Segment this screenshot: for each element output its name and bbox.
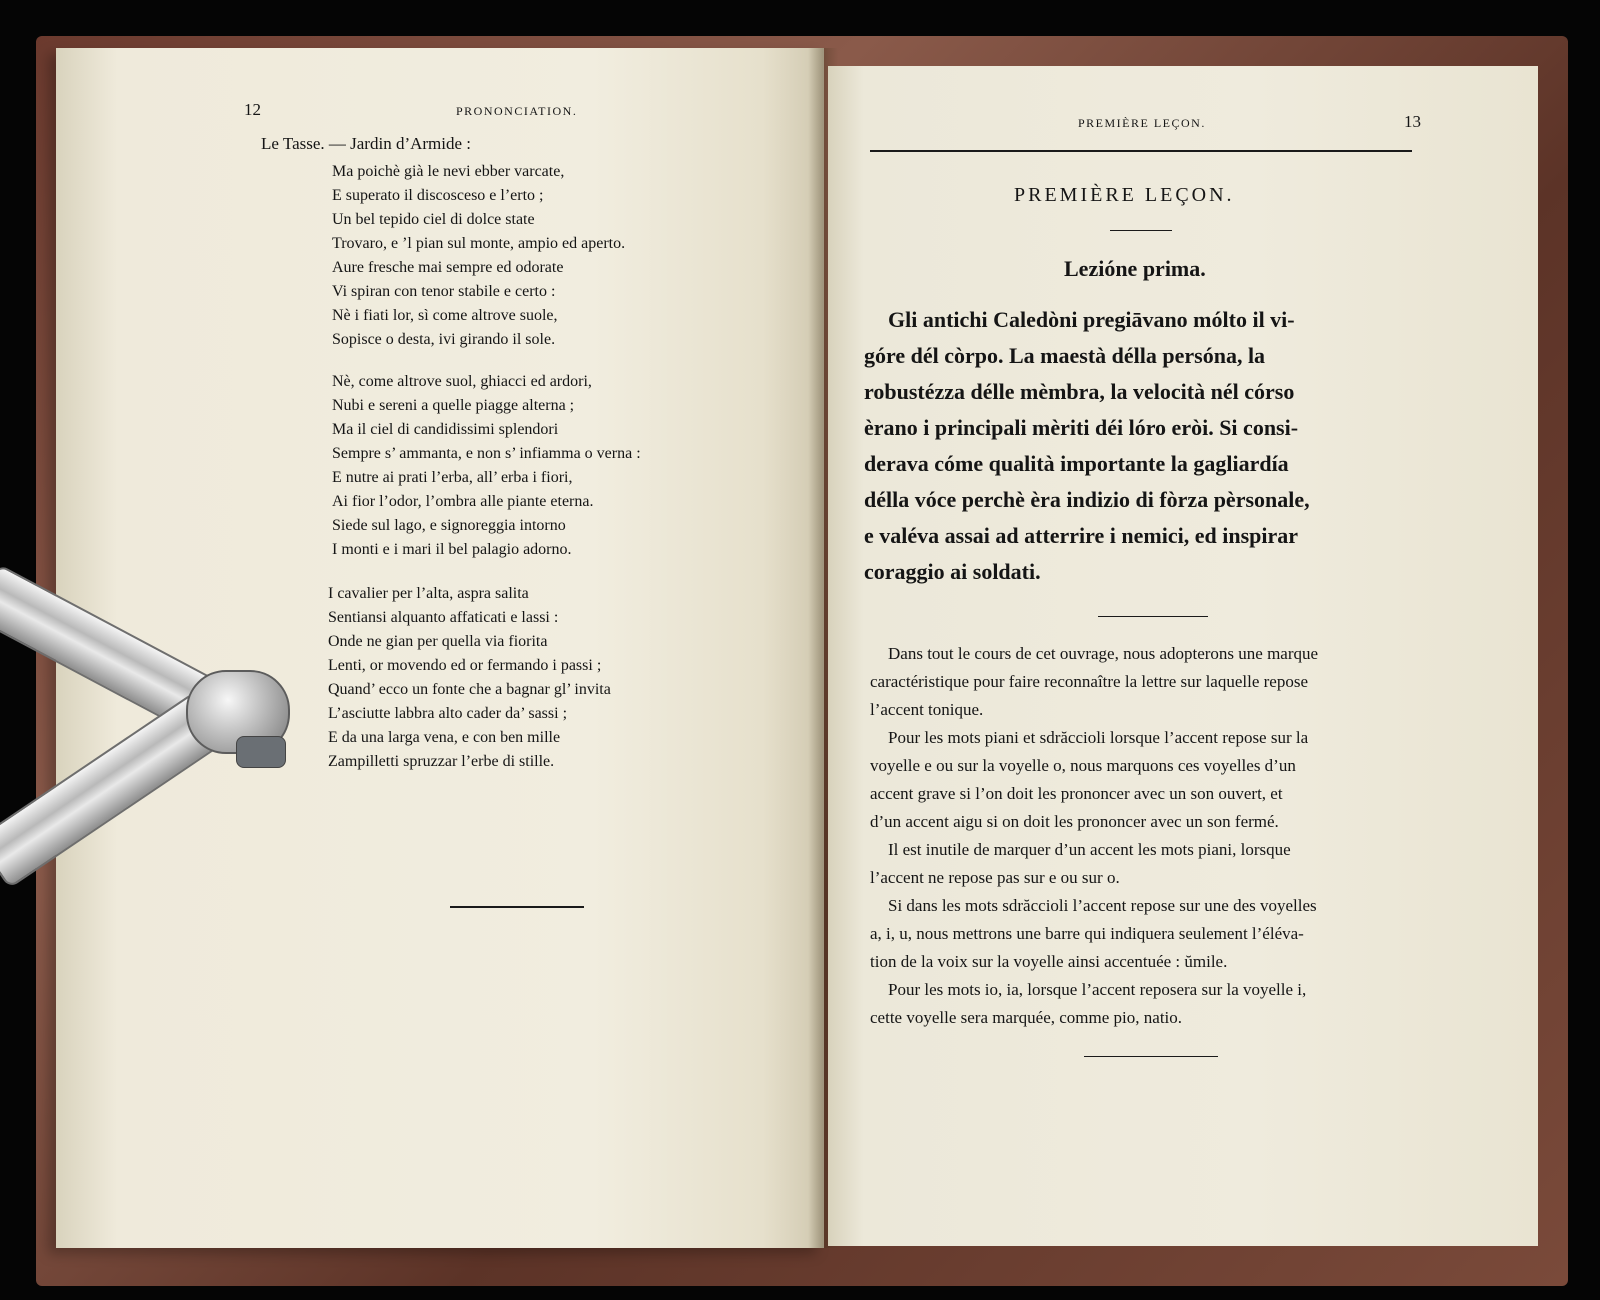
clip-tab [236,736,286,768]
verse-line: Siede sul lago, e signoreggia intorno [332,517,566,534]
verse-line: Ma il ciel di candidissimi splendori [332,421,559,438]
lesson-subtitle: Lezióne prima. [1064,256,1206,281]
passage-line: délla vóce perchè èra indizio di fòrza pèrsonale, [864,487,1310,512]
verse-line: Nè i fiati lor, sì come altrove suole, [332,307,558,324]
passage-line: derava cóme qualità importante la gagliardía [864,451,1289,476]
note-line: l’accent ne repose pas sur e ou sur o. [870,868,1120,887]
title-rule [1110,230,1172,231]
verse-line: Un bel tepido ciel di dolce state [332,211,535,228]
verse-line: Sopisce o desta, ivi girando il sole. [332,331,556,348]
verse-line: Quand’ ecco un fonte che a bagnar gl’ invita [328,681,611,698]
verse-line: Ai fior l’odor, l’ombra alle piante eterna. [332,493,594,510]
verse-line: L’asciutte labbra alto cader da’ sassi ; [328,705,568,722]
verse-line: I monti e i mari il bel palagio adorno. [332,541,572,558]
passage-line: robustézza délle mèmbra, la velocità nél córso [864,379,1295,404]
note-line: accent grave si l’on doit les prononcer avec un son ouvert, et [870,784,1283,803]
poem-intro: Le Tasse. — Jardin d’Armide : [261,134,472,153]
passage-line: e valéva assai ad atterrire i nemici, ed inspirar [864,523,1299,548]
passage-line: èrano i principali mèriti déi lóro eròi. Si consi- [864,415,1299,440]
stanza-2 [332,370,641,562]
passage-rule [1098,616,1208,617]
italian-passage [864,302,1310,590]
header-rule [870,150,1412,152]
verse-line: Nè, come altrove suol, ghiacci ed ardori, [332,373,592,390]
verse-line: Sempre s’ ammanta, e non s’ infiamma o verna : [332,445,641,462]
left-running-head: PRONONCIATION. [456,104,578,118]
verse-line: Lenti, or movendo ed or fermando i passi ; [328,657,602,674]
note-line: Il est inutile de marquer d’un accent les mots piani, lorsque [888,840,1291,859]
note-line: voyelle e ou sur la voyelle o, nous marquons ces voyelles d’un [870,756,1296,775]
left-page [56,48,824,1248]
note-line: Dans tout le cours de cet ouvrage, nous adopterons une marque [888,644,1319,663]
right-page-number: 13 [1404,112,1421,131]
note-line: Pour les mots io, ia, lorsque l’accent reposera sur la voyelle i, [888,980,1307,999]
verse-line: E superato il discosceso e l’erto ; [332,187,544,204]
right-page [828,66,1538,1246]
passage-line: góre dél còrpo. La maestà délla persóna, la [864,343,1266,368]
left-page-number: 12 [244,100,261,119]
passage-line: Gli antichi Caledòni pregiāvano mólto il vi- [888,307,1295,332]
note-line: cette voyelle sera marquée, comme pio, natio. [870,1008,1183,1027]
lesson-title: PREMIÈRE LEÇON. [1014,184,1235,206]
right-running-head: PREMIÈRE LEÇON. [1078,116,1206,130]
verse-line: Zampilletti spruzzar l’erbe di stille. [328,753,555,770]
verse-line: Nubi e sereni a quelle piagge alterna ; [332,397,575,414]
verse-line: I cavalier per l’alta, aspra salita [328,585,529,602]
closing-rule [1084,1056,1218,1057]
note-line: a, i, u, nous mettrons une barre qui indiquera seulement l’éléva- [870,924,1304,943]
stanza-3 [328,582,611,774]
verse-line: Onde ne gian per quella via fiorita [328,633,548,650]
verse-line: Sentiansi alquanto affaticati e lassi : [328,609,559,626]
end-rule [450,906,584,908]
note-line: tion de la voix sur la voyelle ainsi accentuée : ŭmile. [870,952,1228,971]
note-line: l’accent tonique. [870,700,984,719]
verse-line: Trovaro, e ’l pian sul monte, ampio ed aperto. [332,235,626,252]
verse-line: Aure fresche mai sempre ed odorate [332,259,564,276]
verse-line: E nutre ai prati l’erba, all’ erba i fiori, [332,469,573,486]
note-line: Pour les mots piani et sdrăccioli lorsque l’accent repose sur la [888,728,1309,747]
note-line: Si dans les mots sdrăccioli l’accent repose sur une des voyelles [888,896,1317,915]
verse-line: E da una larga vena, e con ben mille [328,729,561,746]
french-note [870,640,1318,1032]
verse-line: Vi spiran con tenor stabile e certo : [332,283,556,300]
verse-line: Ma poichè già le nevi ebber varcate, [332,163,565,180]
note-line: caractéristique pour faire reconnaître la lettre sur laquelle repose [870,672,1308,691]
passage-line: coraggio ai soldati. [864,559,1041,584]
note-line: d’un accent aigu si on doit les prononcer avec un son fermé. [870,812,1279,831]
stanza-1 [332,160,625,352]
